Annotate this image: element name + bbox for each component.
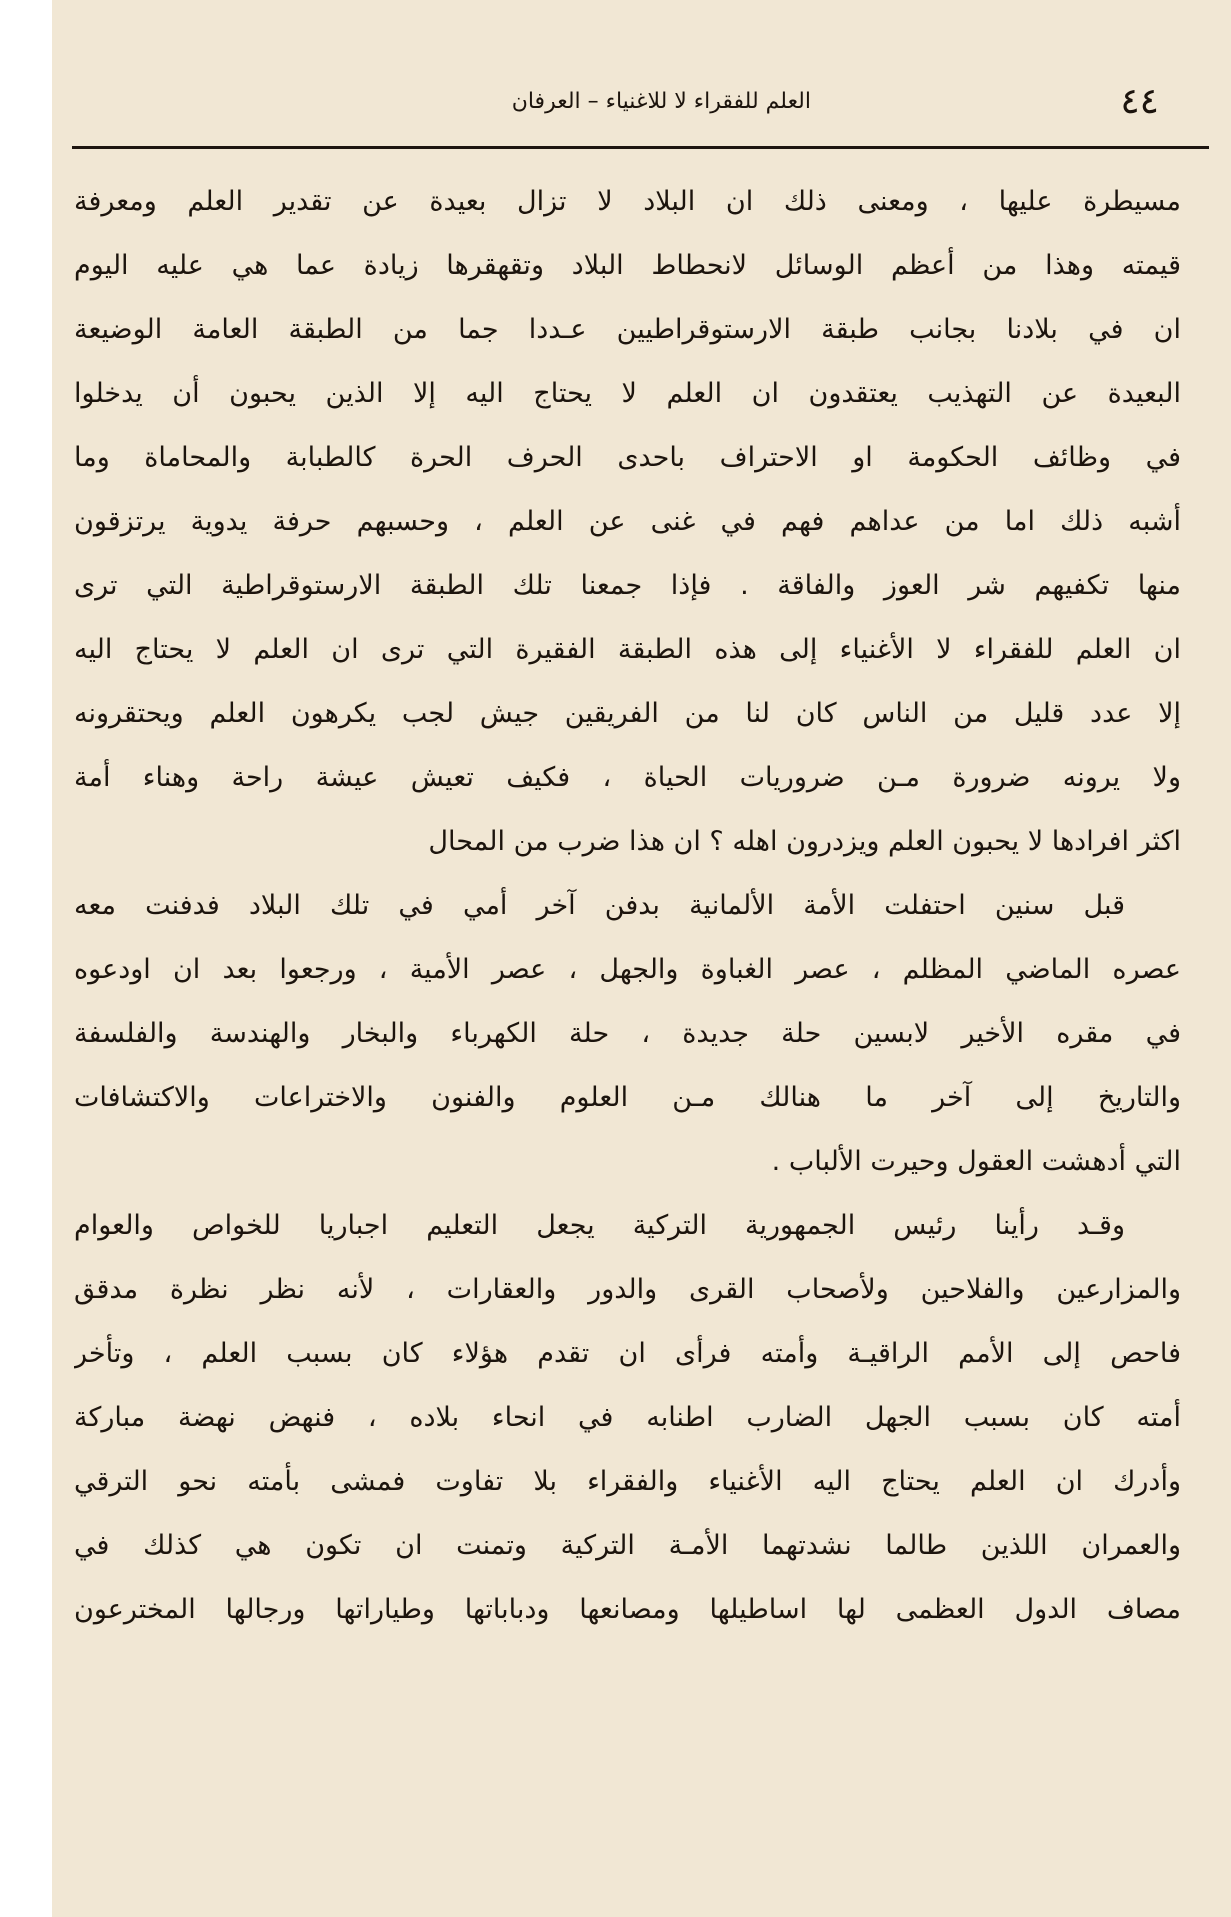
- text-line: التي أدهشت العقول وحيرت الألباب .: [771, 1146, 1181, 1177]
- text-line: ان في بلادنا بجانب طبقة الارستوقراطيين عـددا جما من الطبقة العامة الوضيعة: [74, 314, 1181, 345]
- body-text: [74, 170, 1181, 1642]
- text-line: مسيطرة عليها ، ومعنى ذلك ان البلاد لا تزال بعيدة عن تقدير العلم ومعرفة: [74, 186, 1181, 217]
- text-line: والعمران اللذين طالما نشدتهما الأمـة التركية وتمنت ان تكون هي كذلك في: [74, 1530, 1181, 1561]
- text-line: مصاف الدول العظمى لها اساطيلها ومصانعها ودباباتها وطياراتها ورجالها المخترعون: [74, 1594, 1181, 1625]
- text-line: قبل سنين احتفلت الأمة الألمانية بدفن آخر أمي في تلك البلاد فدفنت معه: [74, 890, 1125, 921]
- page-header: [52, 70, 1231, 140]
- header-rule: [72, 146, 1209, 149]
- page-number: ٤٤: [1120, 81, 1159, 122]
- text-line: قيمته وهذا من أعظم الوسائل لانحطاط البلاد وتقهقرها زيادة عما هي عليه اليوم: [74, 250, 1181, 281]
- text-line: ان العلم للفقراء لا الأغنياء إلى هذه الطبقة الفقيرة التي ترى ان العلم لا يحتاج اليه: [74, 634, 1181, 665]
- book-page: [52, 0, 1231, 1917]
- text-line: في وظائف الحكومة او الاحتراف باحدى الحرف الحرة كالطبابة والمحاماة وما: [74, 442, 1181, 473]
- text-line: أشبه ذلك اما من عداهم فهم في غنى عن العلم ، وحسبهم حرفة يدوية يرتزقون: [74, 506, 1181, 537]
- text-line: في مقره الأخير لابسين حلة جديدة ، حلة الكهرباء والبخار والهندسة والفلسفة: [74, 1018, 1181, 1049]
- text-line: فاحص إلى الأمم الراقيـة وأمته فرأى ان تقدم هؤلاء كان بسبب العلم ، وتأخر: [74, 1338, 1181, 1369]
- text-line: إلا عدد قليل من الناس كان لنا من الفريقين جيش لجب يكرهون العلم ويحتقرونه: [74, 698, 1181, 729]
- text-line: وقـد رأينا رئيس الجمهورية التركية يجعل التعليم اجباريا للخواص والعوام: [74, 1210, 1125, 1241]
- text-line: اكثر افرادها لا يحبون العلم ويزدرون اهله ؟ ان هذا ضرب من المحال: [428, 826, 1181, 857]
- text-line: والتاريخ إلى آخر ما هنالك مـن العلوم والفنون والاختراعات والاكتشافات: [74, 1082, 1181, 1113]
- text-line: البعيدة عن التهذيب يعتقدون ان العلم لا يحتاج اليه إلا الذين يحبون أن يدخلوا: [74, 378, 1181, 409]
- text-line: منها تكفيهم شر العوز والفاقة . فإذا جمعنا تلك الطبقة الارستوقراطية التي ترى: [74, 570, 1181, 601]
- text-line: وأدرك ان العلم يحتاج اليه الأغنياء والفقراء بلا تفاوت فمشى بأمته نحو الترقي: [74, 1466, 1181, 1497]
- text-line: ولا يرونه ضرورة مـن ضروريات الحياة ، فكيف تعيش عيشة راحة وهناء أمة: [74, 762, 1181, 793]
- text-line: عصره الماضي المظلم ، عصر الغباوة والجهل ، عصر الأمية ، ورجعوا بعد ان اودعوه: [74, 954, 1181, 985]
- running-title: العلم للفقراء لا للاغنياء – العرفان: [511, 89, 811, 114]
- text-line: أمته كان بسبب الجهل الضارب اطنابه في انحاء بلاده ، فنهض نهضة مباركة: [74, 1402, 1181, 1433]
- text-line: والمزارعين والفلاحين ولأصحاب القرى والدور والعقارات ، لأنه نظر نظرة مدقق: [74, 1274, 1181, 1305]
